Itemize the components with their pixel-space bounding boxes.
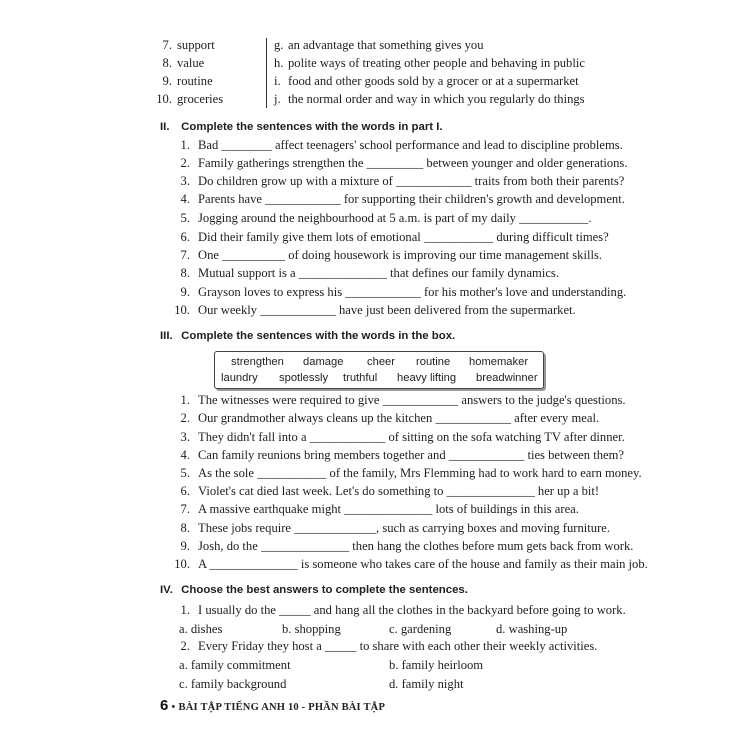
item-text: Grayson loves to express his ____________ for his mother's love and understanding. — [198, 285, 627, 299]
vocab-definition: food and other goods sold by a grocer or at a supermarket — [288, 74, 579, 88]
item-text: A massive earthquake might ______________ lots of buildings in this area. — [198, 502, 579, 516]
item-text: Mutual support is a ______________ that defines our family dynamics. — [198, 266, 559, 280]
vocab-word: routine — [177, 74, 213, 88]
item-number: 7. — [180, 248, 190, 262]
vocab-word: value — [177, 56, 205, 70]
section-heading — [160, 584, 468, 596]
vocab-word: groceries — [177, 92, 224, 106]
page-footer — [160, 696, 385, 716]
item-text: Bad ________ affect teenagers' school performance and lead to discipline problems. — [198, 138, 623, 152]
vocab-number: 9. — [162, 74, 172, 88]
question-text: Every Friday they host a _____ to share with each other their weekly activities. — [198, 639, 598, 653]
item-text: Jogging around the neighbourhood at 5 a.m. is part of my daily ___________. — [198, 211, 592, 225]
section-title: Choose the best answers to complete the sentences. — [181, 584, 468, 596]
word-box-item: routine — [416, 356, 451, 368]
item-text: As the sole ___________ of the family, Mrs Flemming had to work hard to earn money. — [198, 466, 642, 480]
item-text: These jobs require _____________, such as carrying boxes and moving furniture. — [198, 521, 611, 535]
item-number: 2. — [180, 156, 190, 170]
footer-bullet: • — [171, 702, 176, 713]
word-box-item: breadwinner — [476, 372, 538, 384]
item-number: 2. — [180, 411, 190, 425]
section-heading — [160, 330, 455, 342]
item-number: 1. — [180, 138, 190, 152]
vocab-definition: an advantage that something gives you — [288, 38, 484, 52]
item-number: 9. — [180, 539, 190, 553]
item-text: One __________ of doing housework is improving our time management skills. — [198, 248, 603, 262]
item-text: Do children grow up with a mixture of ____________ traits from both their parents? — [198, 174, 625, 188]
item-number: 8. — [180, 521, 190, 535]
vocab-number: 8. — [162, 56, 172, 70]
item-number: 10. — [174, 557, 190, 571]
item-number: 5. — [180, 211, 190, 225]
word-box-row — [215, 354, 543, 370]
item-text: Parents have ____________ for supporting their children's growth and development. — [198, 192, 625, 206]
section-numeral: III. — [160, 330, 173, 342]
vocab-letter: g. — [274, 38, 284, 52]
word-box-item: heavy lifting — [397, 372, 457, 384]
answer-option: a. dishes — [179, 622, 223, 636]
vocab-definition: the normal order and way in which you regularly do things — [288, 92, 585, 106]
item-number: 3. — [180, 174, 190, 188]
item-number: 5. — [180, 466, 190, 480]
word-box-item: laundry — [221, 372, 258, 384]
item-text: Family gatherings strengthen the _________ between younger and older generations. — [198, 156, 628, 170]
item-number: 6. — [180, 230, 190, 244]
answer-option: b. family heirloom — [389, 658, 484, 672]
word-box — [214, 351, 544, 389]
vocab-definition: polite ways of treating other people and behaving in public — [288, 56, 585, 70]
item-number: 10. — [174, 303, 190, 317]
column-divider — [266, 38, 267, 108]
item-number: 6. — [180, 484, 190, 498]
book-title: BÀI TẬP TIẾNG ANH 10 - PHẦN BÀI TẬP — [178, 702, 386, 713]
item-text: A ______________ is someone who takes care of the house and family as their main job. — [198, 557, 648, 571]
word-box-item: cheer — [367, 356, 395, 368]
word-box-item: truthful — [343, 372, 378, 384]
section-title: Complete the sentences with the words in the box. — [181, 330, 456, 342]
item-text: Josh, do the ______________ then hang the clothes before mum gets back from work. — [198, 539, 634, 553]
item-text: Violet's cat died last week. Let's do something to ______________ her up a bit! — [198, 484, 600, 498]
item-number: 4. — [180, 192, 190, 206]
item-text: Our grandmother always cleans up the kitchen ____________ after every meal. — [198, 411, 600, 425]
item-number: 7. — [180, 502, 190, 516]
vocab-word: support — [177, 38, 215, 52]
question-number: 2. — [180, 639, 190, 653]
vocab-letter: i. — [274, 74, 281, 88]
question-number: 1. — [180, 603, 190, 617]
item-number: 4. — [180, 448, 190, 462]
word-box-row — [215, 370, 543, 386]
word-box-item: homemaker — [469, 356, 529, 368]
item-text: Did their family give them lots of emotional ___________ during difficult times? — [198, 230, 609, 244]
answer-option: c. gardening — [389, 622, 452, 636]
section-numeral: II. — [160, 121, 170, 133]
word-box-item: spotlessly — [279, 372, 329, 384]
vocab-number: 7. — [162, 38, 172, 52]
answer-option: b. shopping — [282, 622, 341, 636]
item-number: 3. — [180, 430, 190, 444]
item-number: 9. — [180, 285, 190, 299]
vocab-letter: j. — [274, 92, 281, 106]
word-box-item: damage — [303, 356, 344, 368]
answer-option: a. family commitment — [179, 658, 291, 672]
section-title: Complete the sentences with the words in part I. — [181, 121, 443, 133]
answer-option: d. family night — [389, 677, 464, 691]
item-text: Can family reunions bring members together and ____________ ties between them? — [198, 448, 624, 462]
item-text: The witnesses were required to give ____________ answers to the judge's questions. — [198, 393, 626, 407]
item-number: 1. — [180, 393, 190, 407]
item-text: Our weekly ____________ have just been delivered from the supermarket. — [198, 303, 576, 317]
answer-option: c. family background — [179, 677, 287, 691]
vocab-letter: h. — [274, 56, 284, 70]
item-number: 8. — [180, 266, 190, 280]
answer-option: d. washing-up — [496, 622, 568, 636]
item-text: They didn't fall into a ____________ of sitting on the sofa watching TV after dinner. — [198, 430, 625, 444]
vocab-number: 10. — [156, 92, 172, 106]
section-heading — [160, 121, 443, 133]
section-numeral: IV. — [160, 584, 173, 596]
word-box-item: strengthen — [231, 356, 284, 368]
page-number: 6 — [160, 697, 169, 714]
question-text: I usually do the _____ and hang all the clothes in the backyard before going to work. — [198, 603, 626, 617]
